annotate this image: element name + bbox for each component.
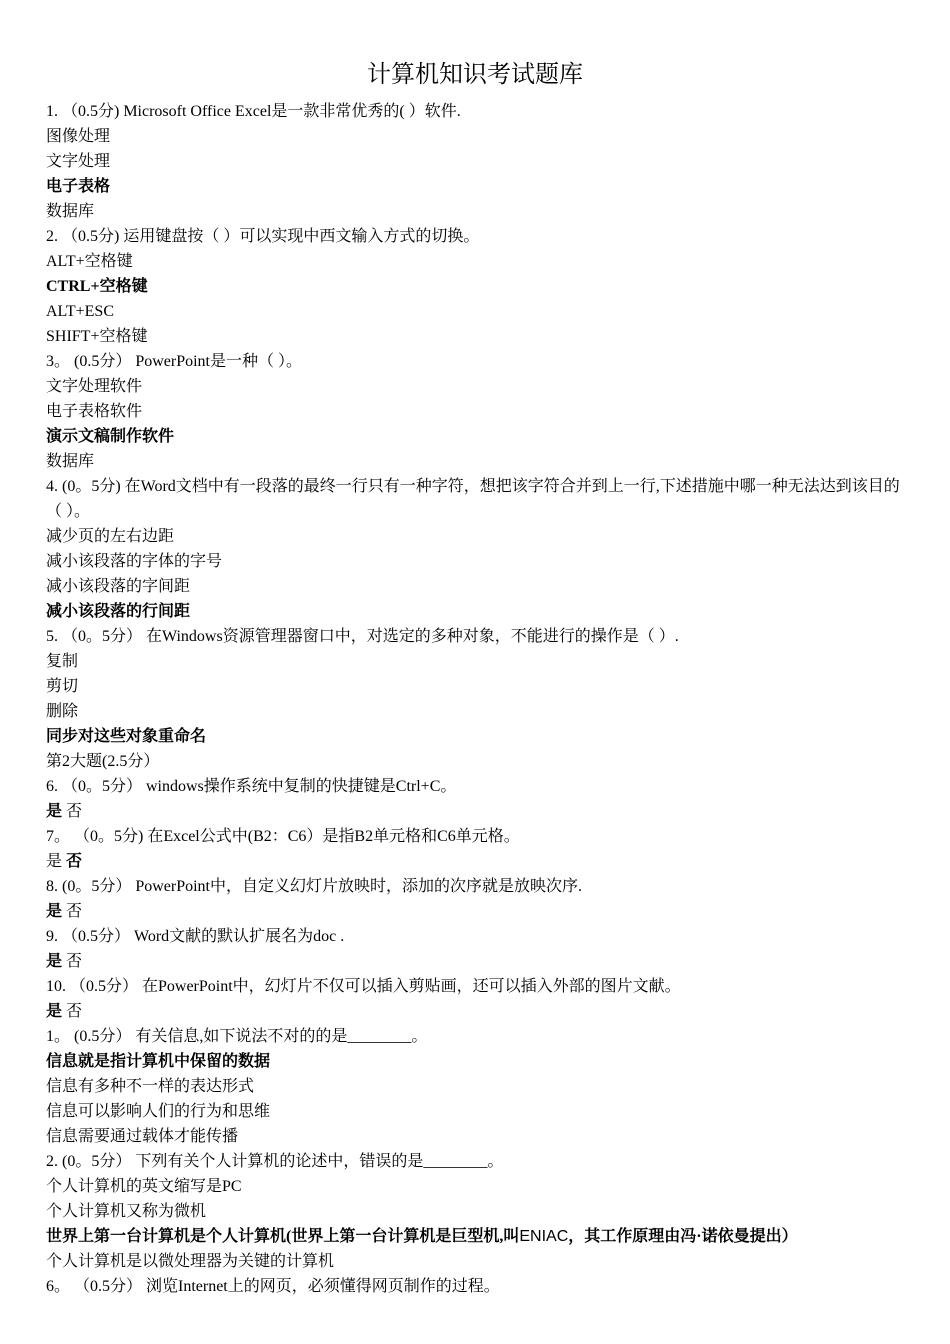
- question-10-yes-answer: 是: [46, 1003, 63, 1020]
- question-3-option-b: 电子表格软件: [46, 403, 143, 420]
- question-12-option-b: 个人计算机又称为微机: [46, 1203, 207, 1220]
- question-4-stem: 4. (0。5分) 在Word文档中有一段落的最终一行只有一种字符，想把该字符合并到上一行,下述措施中哪一种无法达到该目的（ ）。: [46, 478, 900, 520]
- document-title: 计算机知识考试题库: [367, 62, 583, 88]
- question-7-no-answer: 否: [66, 853, 83, 870]
- question-8-stem: 8. (0。5分） PowerPoint中，自定义幻灯片放映时，添加的次序就是放映次序.: [46, 878, 583, 895]
- question-11-option-d: 信息需要通过载体才能传播: [46, 1128, 239, 1145]
- question-9-choices: [46, 949, 908, 974]
- question-10-stem: 10. （0.5分） 在PowerPoint中，幻灯片不仅可以插入剪贴画，还可以插入外部的图片文献。: [46, 978, 681, 995]
- question-12-option-c-answer: [46, 1224, 908, 1249]
- question-9-stem: 9. （0.5分） Word文献的默认扩展名为doc .: [46, 928, 345, 945]
- question-1-option-a: 图像处理: [46, 128, 111, 145]
- question-3-stem: 3。 (0.5分） PowerPoint是一种（ ）。: [46, 353, 303, 370]
- question-8-yes-answer: 是: [46, 903, 63, 920]
- question-7-yes: 是: [46, 853, 63, 870]
- question-11-option-a-answer: 信息就是指计算机中保留的数据: [46, 1053, 271, 1070]
- question-1-option-b: 文字处理: [46, 153, 111, 170]
- question-5-option-d-answer: 同步对这些对象重命名: [46, 728, 207, 745]
- question-2-option-d: SHIFT+空格键: [46, 328, 148, 345]
- question-list: [46, 99, 908, 1299]
- question-12-option-a: 个人计算机的英文缩写是PC: [46, 1178, 242, 1195]
- question-11-option-c: 信息可以影响人们的行为和思维: [46, 1103, 271, 1120]
- question-9-yes-answer: 是: [46, 953, 63, 970]
- question-12-eniac-text: ENIAC: [519, 1228, 569, 1245]
- question-12-option-c-tail: ，其工作原理由冯·诺依曼提出）: [568, 1228, 798, 1245]
- question-3-option-d: 数据库: [46, 453, 95, 470]
- question-10-choices: [46, 999, 908, 1024]
- question-5-option-a: 复制: [46, 653, 79, 670]
- section-2-heading: 第2大题(2.5分）: [46, 753, 160, 770]
- question-2-option-a: ALT+空格键: [46, 253, 133, 270]
- question-11-stem: 1。 (0.5分） 有关信息,如下说法不对的的是________。: [46, 1028, 428, 1045]
- question-9-no: 否: [66, 953, 83, 970]
- question-12-stem: 2. (0。5分） 下列有关个人计算机的论述中，错误的是________。: [46, 1153, 504, 1170]
- question-5-option-b: 剪切: [46, 678, 79, 695]
- question-1-stem: 1. （0.5分) Microsoft Office Excel是一款非常优秀的( ）软件.: [46, 103, 461, 120]
- question-6-yes-answer: 是: [46, 803, 63, 820]
- question-6-no: 否: [66, 803, 83, 820]
- question-6-choices: [46, 799, 908, 824]
- question-12-option-d: 个人计算机是以微处理器为关键的计算机: [46, 1253, 335, 1270]
- question-3-option-c-answer: 演示文稿制作软件: [46, 428, 175, 445]
- question-11-option-b: 信息有多种不一样的表达形式: [46, 1078, 255, 1095]
- question-2-option-c: ALT+ESC: [46, 303, 114, 320]
- question-2-option-b-answer: CTRL+空格键: [46, 278, 148, 295]
- question-1-option-d: 数据库: [46, 203, 95, 220]
- question-4-option-c: 减小该段落的字间距: [46, 578, 191, 595]
- question-4-option-b: 减小该段落的字体的字号: [46, 553, 223, 570]
- question-5-stem: 5. （0。5分） 在Windows资源管理器窗口中，对选定的多种对象，不能进行的操作是（ ）.: [46, 628, 679, 645]
- question-3-option-a: 文字处理软件: [46, 378, 143, 395]
- question-10-no: 否: [66, 1003, 83, 1020]
- question-2-stem: 2. （0.5分) 运用键盘按（ ）可以实现中西文输入方式的切换。: [46, 228, 480, 245]
- question-8-choices: [46, 899, 908, 924]
- question-4-option-d-answer: 减小该段落的行间距: [46, 603, 191, 620]
- question-6-stem: 6. （0。5分） windows操作系统中复制的快捷键是Ctrl+C。: [46, 778, 457, 795]
- question-12-option-c-text: 世界上第一台计算机是个人计算机(世界上第一台计算机是巨型机,叫: [46, 1228, 520, 1245]
- question-1-option-c-answer: 电子表格: [46, 178, 111, 195]
- question-5-option-c: 删除: [46, 703, 79, 720]
- question-4-option-a: 减少页的左右边距: [46, 528, 175, 545]
- question-7-stem: 7。 （0。5分) 在Excel公式中(B2：C6）是指B2单元格和C6单元格。: [46, 828, 520, 845]
- question-13-stem: 6。 （0.5分） 浏览Internet上的网页，必须懂得网页制作的过程。: [46, 1278, 500, 1295]
- question-8-no: 否: [66, 903, 83, 920]
- question-7-choices: [46, 849, 908, 874]
